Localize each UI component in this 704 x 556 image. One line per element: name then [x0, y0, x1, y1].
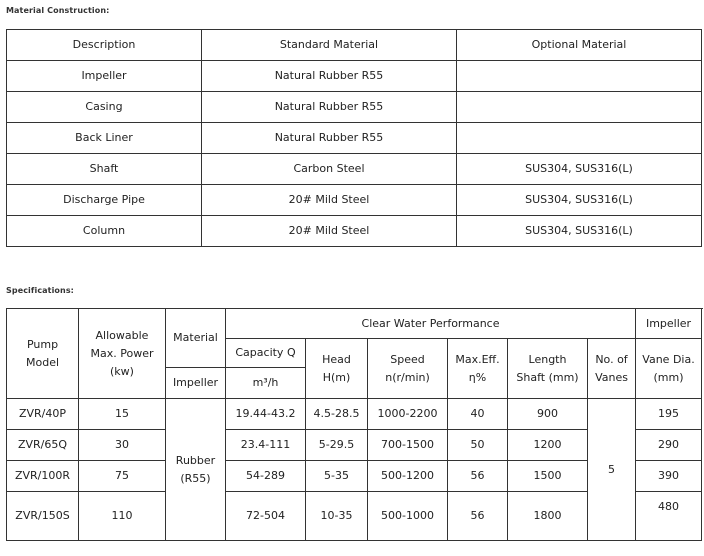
table-cell: Carbon Steel: [202, 154, 457, 185]
length-cell: 900: [508, 399, 588, 430]
material-construction-table: [6, 29, 702, 247]
table-cell: Natural Rubber R55: [202, 123, 457, 154]
table-row: [7, 216, 702, 247]
length-cell: 1500: [508, 461, 588, 492]
header-line: Vane Dia.: [642, 352, 695, 366]
table-header-row: [7, 309, 702, 339]
table-header-row: [7, 30, 702, 61]
header-line: Max.Eff.: [455, 352, 500, 366]
header-line: Vanes: [595, 370, 628, 384]
table-row: [7, 154, 702, 185]
speed-cell: 1000-2200: [368, 399, 448, 430]
table-cell: 20# Mild Steel: [202, 216, 457, 247]
material-line: (R55): [180, 471, 211, 485]
table-cell: 20# Mild Steel: [202, 185, 457, 216]
length-header: [508, 339, 588, 399]
power-cell: 30: [79, 430, 166, 461]
column-header: Description: [7, 30, 202, 61]
table-cell: SUS304, SUS316(L): [457, 154, 702, 185]
power-cell: 110: [79, 492, 166, 541]
table-cell: Impeller: [7, 61, 202, 92]
head-header: [306, 339, 368, 399]
capacity-cell: 23.4-111: [226, 430, 306, 461]
material-impeller-subheader: Impeller: [166, 368, 226, 399]
header-line: Length: [528, 352, 567, 366]
header-line: η%: [468, 370, 487, 384]
table-cell: [457, 61, 702, 92]
table-cell: [457, 123, 702, 154]
table-cell: Natural Rubber R55: [202, 61, 457, 92]
speed-cell: 500-1200: [368, 461, 448, 492]
capacity-cell: 19.44-43.2: [226, 399, 306, 430]
head-cell: 5-29.5: [306, 430, 368, 461]
header-line: No. of: [595, 352, 628, 366]
model-cell: ZVR/40P: [7, 399, 79, 430]
header-line: Shaft (mm): [516, 370, 579, 384]
capacity-header: Capacity Q: [226, 339, 306, 368]
specifications-table: [6, 308, 702, 541]
eff-cell: 50: [448, 430, 508, 461]
pump-model-header: [7, 309, 79, 399]
material-cell: [166, 399, 226, 541]
table-cell: SUS304, SUS316(L): [457, 216, 702, 247]
model-cell: ZVR/65Q: [7, 430, 79, 461]
table-cell: Shaft: [7, 154, 202, 185]
eff-cell: 56: [448, 492, 508, 541]
table-cell: Natural Rubber R55: [202, 92, 457, 123]
speed-cell: 500-1000: [368, 492, 448, 541]
length-cell: 1800: [508, 492, 588, 541]
table-row: [7, 185, 702, 216]
power-cell: 75: [79, 461, 166, 492]
header-line: Max. Power: [90, 346, 154, 360]
model-cell: ZVR/150S: [7, 492, 79, 541]
header-line: H(m): [322, 370, 351, 384]
allowable-power-header: [79, 309, 166, 399]
table-cell: Casing: [7, 92, 202, 123]
model-cell: ZVR/100R: [7, 461, 79, 492]
dia-cell: 480: [636, 492, 702, 541]
header-line: Head: [322, 352, 351, 366]
header-line: Pump: [26, 337, 59, 351]
table-cell: Column: [7, 216, 202, 247]
clear-water-performance-header: Clear Water Performance: [226, 309, 636, 339]
column-header: Optional Material: [457, 30, 702, 61]
max-eff-header: [448, 339, 508, 399]
head-cell: 10-35: [306, 492, 368, 541]
capacity-cell: 72-504: [226, 492, 306, 541]
material-section-title: Material Construction:: [6, 6, 110, 15]
header-line: Speed: [390, 352, 425, 366]
dia-cell: 195: [636, 399, 702, 430]
eff-cell: 56: [448, 461, 508, 492]
spec-section-title: Specifications:: [6, 286, 74, 295]
table-cell: SUS304, SUS316(L): [457, 185, 702, 216]
header-line: (mm): [653, 370, 684, 384]
table-cell: [457, 92, 702, 123]
vanes-header: [588, 339, 636, 399]
head-cell: 4.5-28.5: [306, 399, 368, 430]
head-cell: 5-35: [306, 461, 368, 492]
material-header: Material: [166, 309, 226, 368]
capacity-unit-header: m³/h: [226, 368, 306, 399]
speed-cell: 700-1500: [368, 430, 448, 461]
table-row: [7, 123, 702, 154]
dia-cell: 390: [636, 461, 702, 492]
table-cell: Back Liner: [7, 123, 202, 154]
capacity-cell: 54-289: [226, 461, 306, 492]
header-line: Model: [25, 355, 60, 369]
header-line: (kw): [110, 364, 134, 378]
speed-header: [368, 339, 448, 399]
vane-dia-header: [636, 339, 702, 399]
dia-cell: 290: [636, 430, 702, 461]
impeller-header: Impeller: [636, 309, 702, 339]
table-row: [7, 92, 702, 123]
material-line: Rubber: [175, 453, 216, 467]
length-cell: 1200: [508, 430, 588, 461]
header-line: n(r/min): [385, 370, 430, 384]
table-row: [7, 61, 702, 92]
column-header: Standard Material: [202, 30, 457, 61]
table-row: [7, 399, 702, 430]
header-line: Allowable: [95, 328, 149, 342]
power-cell: 15: [79, 399, 166, 430]
table-cell: Discharge Pipe: [7, 185, 202, 216]
eff-cell: 40: [448, 399, 508, 430]
vanes-cell: 5: [588, 399, 636, 541]
